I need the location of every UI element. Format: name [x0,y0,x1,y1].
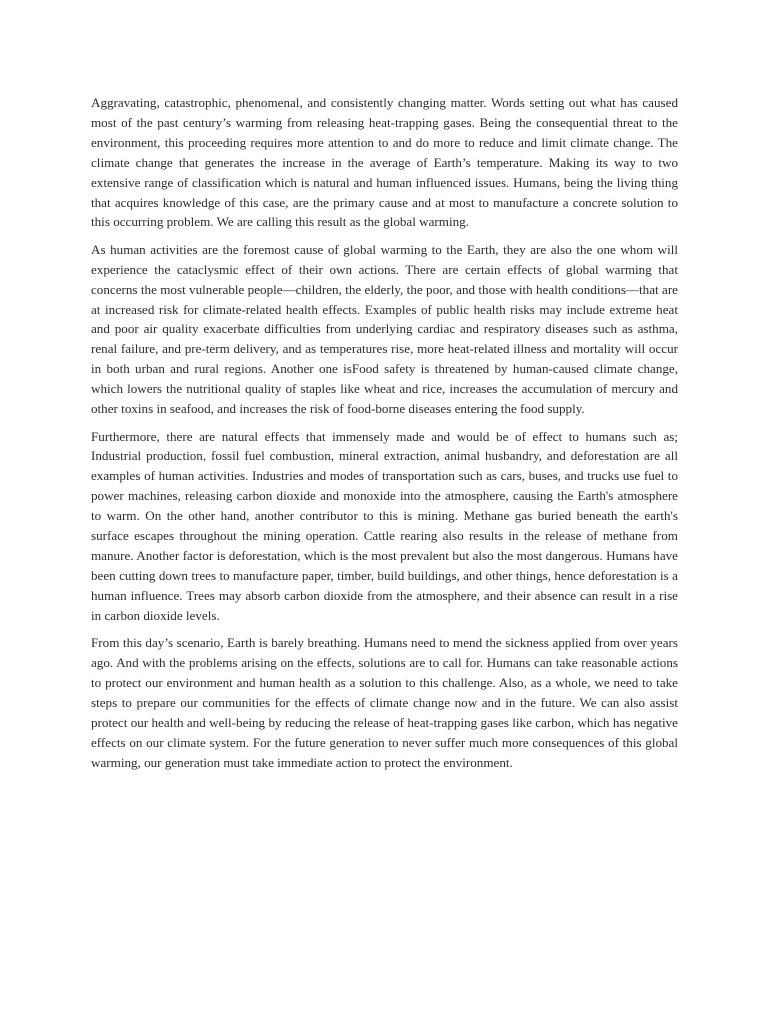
paragraph-solutions: From this day’s scenario, Earth is barely breathing. Humans need to mend the sickness applied from over years ago. And with the problems arising on the effects, solutions are to call for. Humans can take reasonable actions to protect our environment and human health as a solution to this challenge. Also, as a whole, we need to take steps to prepare our communities for the effects of climate change now and in the future. We can also assist protect our health and well-being by reducing the release of heat-trapping gases like carbon, which has negative effects on our climate system. For the future generation to never suffer much more consequences of this global warming, our generation must take immediate action to protect the environment. [91,635,678,770]
paragraph-intro: Aggravating, catastrophic, phenomenal, and consistently changing matter. Words setting out what has caused most of the past century’s warming from releasing heat-trapping gases. Being the consequential threat to the environment, this proceeding requires more attention to and do more to reduce and limit climate change. The climate change that generates the increase in the average of Earth’s temperature. Making its way to two extensive range of classification which is natural and human influenced issues. Humans, being the living thing that acquires knowledge of this case, are the primary cause and at most to manufacture a concrete solution to this occurring problem. We are calling this result as the global warming. [91,95,678,230]
document-body [91,93,678,780]
paragraph-health-effects: As human activities are the foremost cause of global warming to the Earth, they are also the one whom will experience the cataclysmic effect of their own actions. There are certain effects of global warming that concerns the most vulnerable people—children, the elderly, the poor, and those with health conditions—that are at increased risk for climate-related health effects. Examples of public health risks may include extreme heat and poor air quality exacerbate difficulties from underlying cardiac and respiratory diseases such as asthma, renal failure, and pre-term delivery, and as temperatures rise, more heat-related illness and mortality will occur in both urban and rural regions. Another one isFood safety is threatened by human-caused climate change, which lowers the nutritional quality of staples like wheat and rice, increases the accumulation of mercury and other toxins in seafood, and increases the risk of food-borne diseases entering the food supply. [91,241,678,417]
paragraph-human-activities: Furthermore, there are natural effects that immensely made and would be of effect to humans such as; Industrial production, fossil fuel combustion, mineral extraction, animal husbandry, and deforestation are all examples of human activities. Industries and modes of transportation such as cars, buses, and trucks use fuel to power machines, releasing carbon dioxide and monoxide into the atmosphere, causing the Earth's atmosphere to warm. On the other hand, another contributor to this is mining. Methane gas buried beneath the earth's surface escapes throughout the mining operation. Cattle rearing also results in the release of methane from manure. Another factor is deforestation, which is the most prevalent but also the most dangerous. Humans have been cutting down trees to manufacture paper, timber, build buildings, and other things, hence deforestation is a human influence. Trees may absorb carbon dioxide from the atmosphere, and their absence can result in a rise in carbon dioxide levels. [91,428,678,623]
